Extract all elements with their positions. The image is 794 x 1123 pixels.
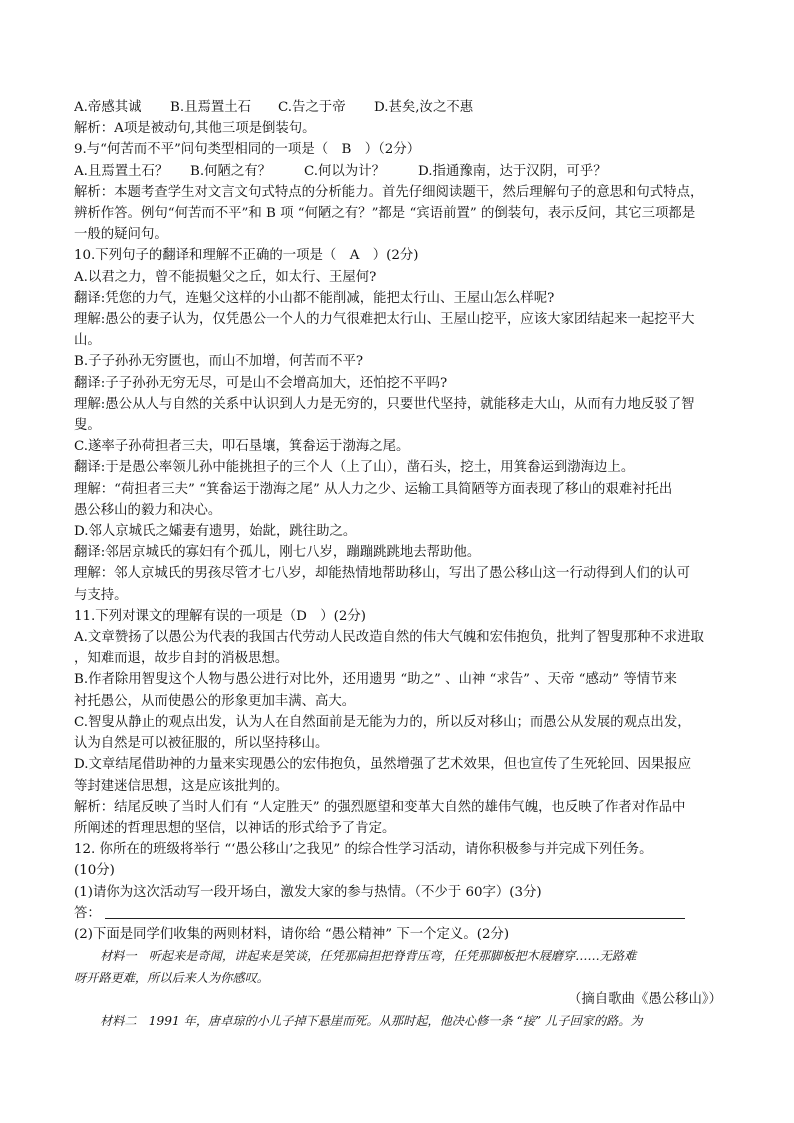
q11-option-b: 衬托愚公，从而使愚公的形象更加丰满、高大。 xyxy=(74,693,356,709)
q11-option-a: ，知难而退，故步自封的消极思想。 xyxy=(74,651,289,667)
q10-b-understanding: 叟。 xyxy=(74,418,101,434)
q11-option-b: B.作者除用智叟这个人物与愚公进行对比外，还用遗男 “助之” 、山神 “求告” 、天帝 “感动” 等情节来 xyxy=(74,672,677,688)
q12-score: (10分) xyxy=(74,863,115,879)
q8-option-d: D.甚矣,汝之不惠 xyxy=(374,100,474,115)
q10-a-understanding: 理解:愚公的妻子认为，仅凭愚公一个人的力气很难把太行山、王屋山挖平，应该大家团结起来一起挖平大 xyxy=(74,312,695,328)
q10-option-b: B.子子孙孙无穷匮也，而山不加增，何苦而不平? xyxy=(74,354,364,370)
q11-analysis: 解析：结尾反映了当时人们有 “人定胜天” 的强烈愿望和变革大自然的雄伟气魄，也反映了作者对作品中 xyxy=(74,799,686,815)
q9-analysis-line: 解析：本题考查学生对文言文句式特点的分析能力。首先仔细阅读题干，然后理解句子的意思和句式特点， xyxy=(74,184,704,200)
q10-d-understanding: 与支持。 xyxy=(74,587,128,603)
q10-stem: 10.下列句子的翻译和理解不正确的一项是（ A ）(2分) xyxy=(74,248,419,264)
answer-label: 答： xyxy=(74,905,101,921)
answer-blank[interactable] xyxy=(105,904,685,919)
q12-task-2: (2)下面是同学们收集的两则材料，请你给 “愚公精神” 下一个定义。(2分) xyxy=(74,926,510,942)
q8-options xyxy=(74,97,724,118)
q10-b-understanding: 理解:愚公从人与自然的关系中认识到人力是无穷的，只要世代坚持，就能移走大山，从而有力地反驳了智 xyxy=(74,396,695,412)
q11-option-a: A.文章赞扬了以愚公为代表的我国古代劳动人民改造自然的伟大气魄和宏伟抱负，批判了智叟那种不求进取 xyxy=(74,630,704,646)
q11-analysis: 所阐述的哲理思想的坚信，以神话的形式给予了肯定。 xyxy=(74,820,396,836)
q10-b-translation: 翻译:子子孙孙无穷无尽，可是山不会增高加大，还怕挖不平吗? xyxy=(74,375,448,391)
q8-option-c: C.告之于帝 xyxy=(278,100,346,115)
q12-stem: 12. 你所在的班级将举行 “‘愚公移山’之我见” 的综合性学习活动，请你积极参与并完成下列任务。 xyxy=(74,842,653,858)
q9-option-b: B.何陋之有？ xyxy=(190,163,272,179)
q11-option-c: C.智叟从静止的观点出发，认为人在自然面前是无能为力的，所以反对移山；而愚公从发展的观点出发， xyxy=(74,714,691,730)
q9-analysis-line: 一般的疑问句。 xyxy=(74,227,168,243)
q11-option-d: 等封建迷信思想，这是应该批判的。 xyxy=(74,778,289,794)
q12-answer-row xyxy=(74,903,724,924)
q11-option-c: 认为自然是可以被征服的，所以坚持移山。 xyxy=(74,736,329,752)
q11-option-d: D.文章结尾借助神的力量来实现愚公的宏伟抱负，虽然增强了艺术效果，但也宣传了生死轮回、因果报应 xyxy=(74,757,692,773)
q8-analysis: 解析：A项是被动句,其他三项是倒装句。 xyxy=(74,121,316,137)
q9-option-a: A.且焉置土石？ xyxy=(74,163,169,179)
q10-option-d: D.邻人京城氏之孀妻有遗男，始龀，跳往助之。 xyxy=(74,524,357,540)
material-one-source: （摘自歌曲《愚公移山》） xyxy=(568,992,722,1008)
material-one: 材料一 听起来是奇闻，讲起来是笑谈，任凭那扁担把脊背压弯，任凭那脚板把木屐磨穿……无路难 xyxy=(100,949,637,964)
q9-stem: 9.与“何苦而不平”问句类型相同的一项是（ B ）（2分） xyxy=(74,142,421,158)
q10-a-understanding: 山。 xyxy=(74,333,101,349)
q10-c-understanding: 理解：“荷担者三夫” “箕畚运于渤海之尾” 从人力之少、运输工具简陋等方面表现了移山的艰难衬托出 xyxy=(74,481,673,497)
q10-option-c: C.遂率子孙荷担者三夫，叩石垦壤，箕畚运于渤海之尾。 xyxy=(74,439,410,455)
material-one: 呀开路更难，所以后来人为你感叹。 xyxy=(74,971,269,986)
q10-a-translation: 翻译:凭您的力气，连魁父这样的小山都不能削减，能把太行山、王屋山怎么样呢? xyxy=(74,290,555,306)
q10-option-a: A.以君之力，曾不能损魁父之丘，如太行、王屋何? xyxy=(74,269,377,285)
q10-c-translation: 翻译:于是愚公率领儿孙中能挑担子的三个人（上了山），凿石头，挖土，用箕畚运到渤海边上。 xyxy=(74,460,635,476)
q9-option-d: D.指通豫南，达于汉阴，可乎？ xyxy=(418,163,607,179)
q11-stem: 11.下列对课文的理解有误的一项是（D ）(2分) xyxy=(74,608,367,624)
q8-option-b: B.且焉置土石 xyxy=(170,100,252,115)
q10-d-translation: 翻译:邻居京城氏的寡妇有个孤儿，刚七八岁，蹦蹦跳跳地去帮助他。 xyxy=(74,545,481,561)
q8-option-a: A.帝感其诚 xyxy=(74,100,142,115)
q9-analysis-line: 辨析作答。例句“何苦而不平”和 B 项 “何陋之有？”都是 “宾语前置” 的倒装句，表示反问，其它三项都是 xyxy=(74,206,696,222)
q12-task-1: (1)请你为这次活动写一段开场白，激发大家的参与热情。（不少于 60字）(3分) xyxy=(74,884,542,900)
q9-option-c: C.何以为计？ xyxy=(304,163,385,179)
document-page xyxy=(74,97,724,1032)
q10-d-understanding: 理解：邻人京城氏的男孩尽管才七八岁，却能热情地帮助移山，写出了愚公移山这一行动得到人们的认可 xyxy=(74,566,690,582)
q10-c-understanding: 愚公移山的毅力和决心。 xyxy=(74,502,222,518)
q9-options xyxy=(74,161,724,182)
material-two: 材料二 1991 年，唐卓琼的小儿子掉下悬崖而死。从那时起，他决心修一条 “接” 儿子回家的路。为 xyxy=(100,1014,643,1029)
